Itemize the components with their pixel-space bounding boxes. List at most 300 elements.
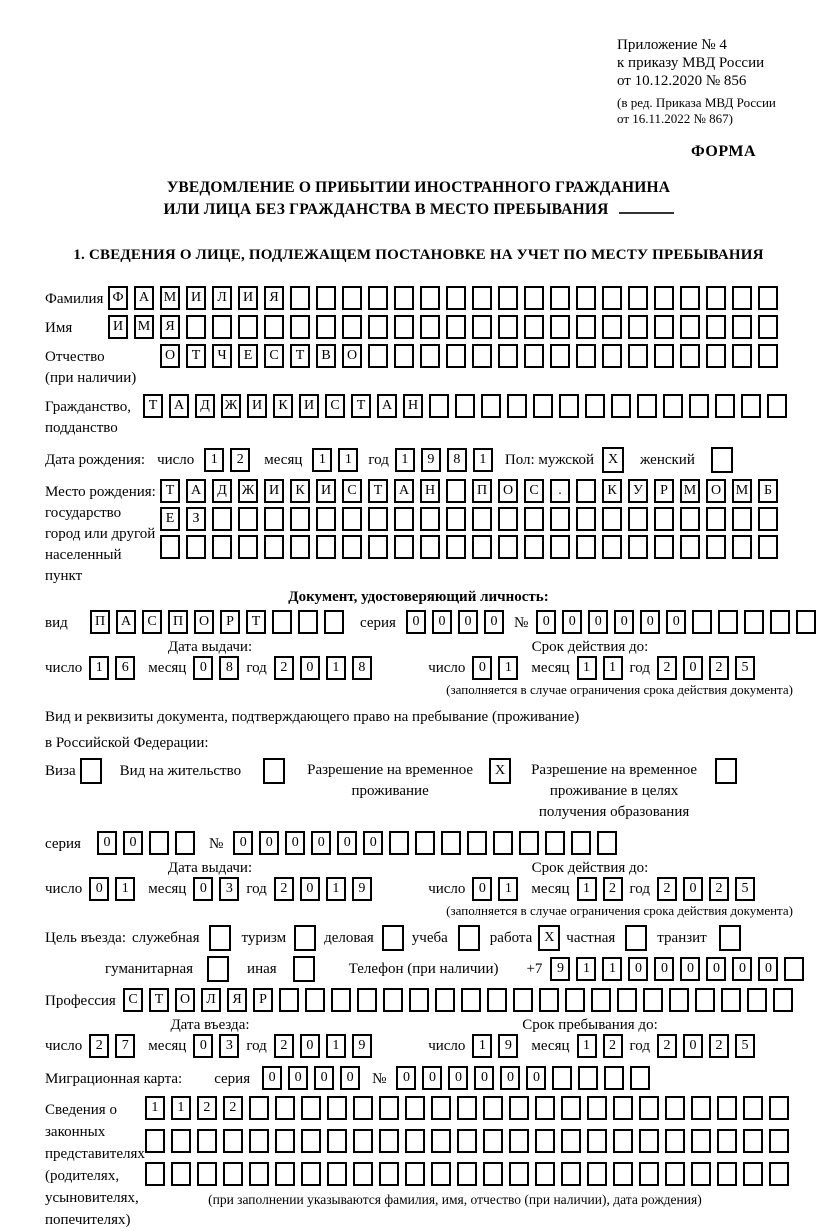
char-box[interactable] [743,1162,763,1186]
char-box[interactable] [665,1096,685,1120]
char-box[interactable]: 0 [285,831,305,855]
char-box[interactable]: Р [220,610,240,634]
char-box[interactable]: 7 [115,1034,135,1058]
char-box[interactable] [394,535,414,559]
char-box[interactable]: 3 [219,877,239,901]
char-box[interactable]: А [134,286,154,310]
char-box[interactable] [719,925,741,951]
char-box[interactable] [535,1162,555,1186]
char-box[interactable]: Я [160,315,180,339]
char-box[interactable] [238,507,258,531]
char-box[interactable] [665,1162,685,1186]
char-box[interactable]: 2 [603,1034,623,1058]
char-box[interactable]: 1 [576,957,596,981]
char-box[interactable]: О [498,479,518,503]
char-box[interactable] [498,315,518,339]
char-box[interactable]: С [325,394,345,418]
char-box[interactable]: Т [351,394,371,418]
char-box[interactable]: Е [160,507,180,531]
char-box[interactable]: 0 [683,656,703,680]
char-box[interactable] [446,286,466,310]
char-box[interactable]: П [168,610,188,634]
char-box[interactable] [209,925,231,951]
char-box[interactable]: 5 [735,1034,755,1058]
char-box[interactable]: И [186,286,206,310]
char-box[interactable]: 9 [421,448,441,472]
char-box[interactable] [545,831,565,855]
char-box[interactable] [272,610,292,634]
char-box[interactable] [324,610,344,634]
char-box[interactable] [368,535,388,559]
char-box[interactable] [602,535,622,559]
char-box[interactable] [145,1129,165,1153]
char-box[interactable]: Я [264,286,284,310]
char-box[interactable] [604,1066,624,1090]
char-box[interactable] [637,394,657,418]
char-box[interactable] [327,1096,347,1120]
char-box[interactable] [435,988,455,1012]
char-box[interactable]: А [377,394,397,418]
char-box[interactable]: 0 [474,1066,494,1090]
char-box[interactable]: Л [212,286,232,310]
char-box[interactable]: О [194,610,214,634]
char-box[interactable]: 2 [603,877,623,901]
char-box[interactable] [602,315,622,339]
char-box[interactable] [420,507,440,531]
char-box[interactable]: 8 [447,448,467,472]
char-box[interactable] [717,1162,737,1186]
char-box[interactable] [446,507,466,531]
char-box[interactable]: П [90,610,110,634]
char-box[interactable] [394,286,414,310]
char-box[interactable]: П [472,479,492,503]
char-box[interactable]: 0 [406,610,426,634]
char-box[interactable]: Р [654,479,674,503]
char-box[interactable] [732,535,752,559]
char-box[interactable]: С [524,479,544,503]
char-box[interactable] [628,286,648,310]
char-box[interactable] [149,831,169,855]
char-box[interactable] [758,507,778,531]
char-box[interactable] [784,957,804,981]
char-box[interactable] [535,1096,555,1120]
char-box[interactable] [587,1162,607,1186]
char-box[interactable]: 1 [603,656,623,680]
char-box[interactable]: 3 [219,1034,239,1058]
char-box[interactable] [446,479,466,503]
char-box[interactable] [509,1096,529,1120]
char-box[interactable]: И [316,479,336,503]
char-box[interactable]: 1 [171,1096,191,1120]
char-box[interactable] [379,1162,399,1186]
char-box[interactable] [197,1129,217,1153]
char-box[interactable] [461,988,481,1012]
char-box[interactable] [576,535,596,559]
char-box[interactable] [457,1129,477,1153]
char-box[interactable] [654,286,674,310]
char-box[interactable] [353,1129,373,1153]
char-box[interactable]: 0 [123,831,143,855]
char-box[interactable]: О [175,988,195,1012]
char-box[interactable]: Т [246,610,266,634]
char-box[interactable]: 0 [97,831,117,855]
char-box[interactable] [680,507,700,531]
char-box[interactable] [472,507,492,531]
char-box[interactable]: 0 [706,957,726,981]
char-box[interactable] [467,831,487,855]
char-box[interactable]: 1 [498,656,518,680]
char-box[interactable] [238,535,258,559]
char-box[interactable] [743,1129,763,1153]
char-box[interactable]: Ф [108,286,128,310]
char-box[interactable] [680,344,700,368]
char-box[interactable]: 0 [758,957,778,981]
char-box[interactable] [275,1129,295,1153]
char-box[interactable] [628,344,648,368]
char-box[interactable] [717,1096,737,1120]
char-box[interactable] [758,535,778,559]
char-box[interactable] [654,344,674,368]
char-box[interactable] [415,831,435,855]
char-box[interactable] [431,1129,451,1153]
char-box[interactable]: 0 [363,831,383,855]
char-box[interactable] [342,507,362,531]
char-box[interactable]: 2 [709,656,729,680]
char-box[interactable] [441,831,461,855]
char-box[interactable]: С [264,344,284,368]
char-box[interactable] [353,1096,373,1120]
char-box[interactable] [524,344,544,368]
char-box[interactable] [718,610,738,634]
char-box[interactable] [663,394,683,418]
char-box[interactable] [576,286,596,310]
char-box[interactable] [472,344,492,368]
char-box[interactable] [680,315,700,339]
char-box[interactable]: И [264,479,284,503]
char-box[interactable] [643,988,663,1012]
char-box[interactable]: X [538,925,560,951]
char-box[interactable]: 1 [577,656,597,680]
char-box[interactable] [498,286,518,310]
char-box[interactable]: 1 [145,1096,165,1120]
char-box[interactable] [487,988,507,1012]
char-box[interactable]: А [394,479,414,503]
char-box[interactable]: 1 [204,448,224,472]
char-box[interactable] [576,344,596,368]
char-box[interactable]: Д [212,479,232,503]
char-box[interactable] [212,315,232,339]
char-box[interactable]: Ж [221,394,241,418]
char-box[interactable]: 0 [614,610,634,634]
char-box[interactable]: 1 [472,1034,492,1058]
char-box[interactable] [747,988,767,1012]
char-box[interactable] [223,1162,243,1186]
char-box[interactable] [327,1129,347,1153]
char-box[interactable] [691,1096,711,1120]
char-box[interactable] [368,315,388,339]
char-box[interactable] [654,507,674,531]
char-box[interactable]: 0 [666,610,686,634]
char-box[interactable] [654,535,674,559]
char-box[interactable]: 0 [484,610,504,634]
char-box[interactable] [357,988,377,1012]
char-box[interactable]: 2 [274,877,294,901]
char-box[interactable]: 8 [219,656,239,680]
char-box[interactable] [263,758,285,784]
char-box[interactable] [446,535,466,559]
char-box[interactable] [732,507,752,531]
char-box[interactable] [493,831,513,855]
char-box[interactable] [379,1129,399,1153]
char-box[interactable]: 0 [422,1066,442,1090]
char-box[interactable] [420,344,440,368]
char-box[interactable] [539,988,559,1012]
char-box[interactable]: . [550,479,570,503]
char-box[interactable] [483,1129,503,1153]
char-box[interactable] [389,831,409,855]
char-box[interactable] [327,1162,347,1186]
char-box[interactable]: 5 [735,877,755,901]
char-box[interactable] [767,394,787,418]
char-box[interactable] [301,1096,321,1120]
char-box[interactable]: Д [195,394,215,418]
char-box[interactable] [305,988,325,1012]
char-box[interactable]: 2 [89,1034,109,1058]
char-box[interactable] [654,315,674,339]
char-box[interactable]: С [342,479,362,503]
char-box[interactable] [290,286,310,310]
char-box[interactable]: 0 [300,656,320,680]
char-box[interactable] [331,988,351,1012]
char-box[interactable] [769,1162,789,1186]
char-box[interactable] [591,988,611,1012]
char-box[interactable]: 1 [338,448,358,472]
char-box[interactable] [587,1129,607,1153]
char-box[interactable] [576,315,596,339]
char-box[interactable] [316,315,336,339]
char-box[interactable] [630,1066,650,1090]
char-box[interactable] [458,925,480,951]
char-box[interactable] [290,507,310,531]
char-box[interactable] [533,394,553,418]
char-box[interactable] [275,1162,295,1186]
char-box[interactable]: А [116,610,136,634]
char-box[interactable]: 9 [498,1034,518,1058]
char-box[interactable] [368,344,388,368]
char-box[interactable]: М [732,479,752,503]
char-box[interactable] [472,286,492,310]
char-box[interactable]: У [628,479,648,503]
char-box[interactable] [706,507,726,531]
char-box[interactable]: 2 [230,448,250,472]
char-box[interactable]: М [160,286,180,310]
char-box[interactable] [264,315,284,339]
char-box[interactable] [507,394,527,418]
char-box[interactable] [692,610,712,634]
char-box[interactable] [695,988,715,1012]
char-box[interactable] [585,394,605,418]
char-box[interactable]: 0 [259,831,279,855]
char-box[interactable] [732,315,752,339]
char-box[interactable] [472,315,492,339]
char-box[interactable]: 1 [602,957,622,981]
char-box[interactable] [342,535,362,559]
char-box[interactable]: 0 [337,831,357,855]
char-box[interactable] [715,394,735,418]
char-box[interactable] [602,507,622,531]
char-box[interactable] [405,1096,425,1120]
char-box[interactable] [669,988,689,1012]
char-box[interactable]: Р [253,988,273,1012]
char-box[interactable]: 0 [500,1066,520,1090]
char-box[interactable]: И [247,394,267,418]
char-box[interactable] [298,610,318,634]
char-box[interactable]: Я [227,988,247,1012]
char-box[interactable] [238,315,258,339]
char-box[interactable]: И [108,315,128,339]
char-box[interactable] [706,535,726,559]
char-box[interactable] [524,286,544,310]
char-box[interactable]: 1 [326,656,346,680]
char-box[interactable] [405,1129,425,1153]
char-box[interactable] [625,925,647,951]
char-box[interactable] [639,1162,659,1186]
char-box[interactable] [711,447,733,473]
char-box[interactable]: К [273,394,293,418]
char-box[interactable] [207,956,229,982]
char-box[interactable] [483,1162,503,1186]
char-box[interactable] [420,315,440,339]
char-box[interactable] [552,1066,572,1090]
char-box[interactable] [758,315,778,339]
char-box[interactable] [613,1129,633,1153]
char-box[interactable]: X [602,447,624,473]
char-box[interactable] [519,831,539,855]
char-box[interactable] [628,507,648,531]
char-box[interactable]: 0 [314,1066,334,1090]
char-box[interactable] [597,831,617,855]
char-box[interactable] [431,1162,451,1186]
char-box[interactable] [446,315,466,339]
char-box[interactable]: К [290,479,310,503]
char-box[interactable] [420,286,440,310]
char-box[interactable]: 0 [300,877,320,901]
char-box[interactable] [744,610,764,634]
char-box[interactable]: 1 [312,448,332,472]
char-box[interactable] [353,1162,373,1186]
char-box[interactable] [561,1129,581,1153]
char-box[interactable] [691,1129,711,1153]
char-box[interactable] [680,286,700,310]
char-box[interactable]: 9 [352,1034,372,1058]
char-box[interactable]: А [186,479,206,503]
char-box[interactable]: 2 [657,877,677,901]
char-box[interactable]: 0 [588,610,608,634]
char-box[interactable] [279,988,299,1012]
char-box[interactable] [223,1129,243,1153]
char-box[interactable]: 0 [448,1066,468,1090]
char-box[interactable] [571,831,591,855]
char-box[interactable] [706,344,726,368]
char-box[interactable] [290,535,310,559]
char-box[interactable] [732,286,752,310]
char-box[interactable] [561,1096,581,1120]
char-box[interactable]: 2 [197,1096,217,1120]
char-box[interactable] [524,315,544,339]
char-box[interactable] [316,507,336,531]
char-box[interactable]: М [680,479,700,503]
char-box[interactable] [758,286,778,310]
char-box[interactable]: З [186,507,206,531]
char-box[interactable]: 0 [640,610,660,634]
char-box[interactable]: 0 [233,831,253,855]
char-box[interactable]: 8 [352,656,372,680]
char-box[interactable] [394,315,414,339]
char-box[interactable]: 9 [352,877,372,901]
char-box[interactable] [171,1129,191,1153]
char-box[interactable]: 2 [657,1034,677,1058]
char-box[interactable] [561,1162,581,1186]
char-box[interactable]: 2 [274,656,294,680]
char-box[interactable] [578,1066,598,1090]
char-box[interactable] [613,1162,633,1186]
char-box[interactable] [212,507,232,531]
char-box[interactable]: X [489,758,511,784]
char-box[interactable]: 0 [311,831,331,855]
char-box[interactable]: 2 [709,1034,729,1058]
char-box[interactable]: Б [758,479,778,503]
char-box[interactable] [617,988,637,1012]
char-box[interactable] [639,1096,659,1120]
char-box[interactable] [301,1129,321,1153]
char-box[interactable] [770,610,790,634]
char-box[interactable]: 0 [89,877,109,901]
char-box[interactable] [197,1162,217,1186]
char-box[interactable] [249,1129,269,1153]
char-box[interactable] [290,315,310,339]
char-box[interactable] [602,286,622,310]
char-box[interactable] [316,535,336,559]
char-box[interactable] [455,394,475,418]
char-box[interactable]: Ч [212,344,232,368]
char-box[interactable] [550,286,570,310]
char-box[interactable] [611,394,631,418]
char-box[interactable] [186,535,206,559]
char-box[interactable] [509,1129,529,1153]
char-box[interactable] [796,610,816,634]
char-box[interactable] [741,394,761,418]
char-box[interactable] [717,1129,737,1153]
char-box[interactable]: 1 [577,877,597,901]
char-box[interactable] [639,1129,659,1153]
char-box[interactable]: Т [290,344,310,368]
char-box[interactable] [535,1129,555,1153]
char-box[interactable] [769,1129,789,1153]
char-box[interactable] [524,507,544,531]
char-box[interactable] [743,1096,763,1120]
char-box[interactable] [264,507,284,531]
char-box[interactable]: Ж [238,479,258,503]
char-box[interactable]: 0 [300,1034,320,1058]
char-box[interactable] [429,394,449,418]
char-box[interactable] [689,394,709,418]
char-box[interactable]: 2 [657,656,677,680]
char-box[interactable] [628,535,648,559]
char-box[interactable] [559,394,579,418]
char-box[interactable] [294,925,316,951]
char-box[interactable]: 0 [732,957,752,981]
char-box[interactable] [457,1096,477,1120]
